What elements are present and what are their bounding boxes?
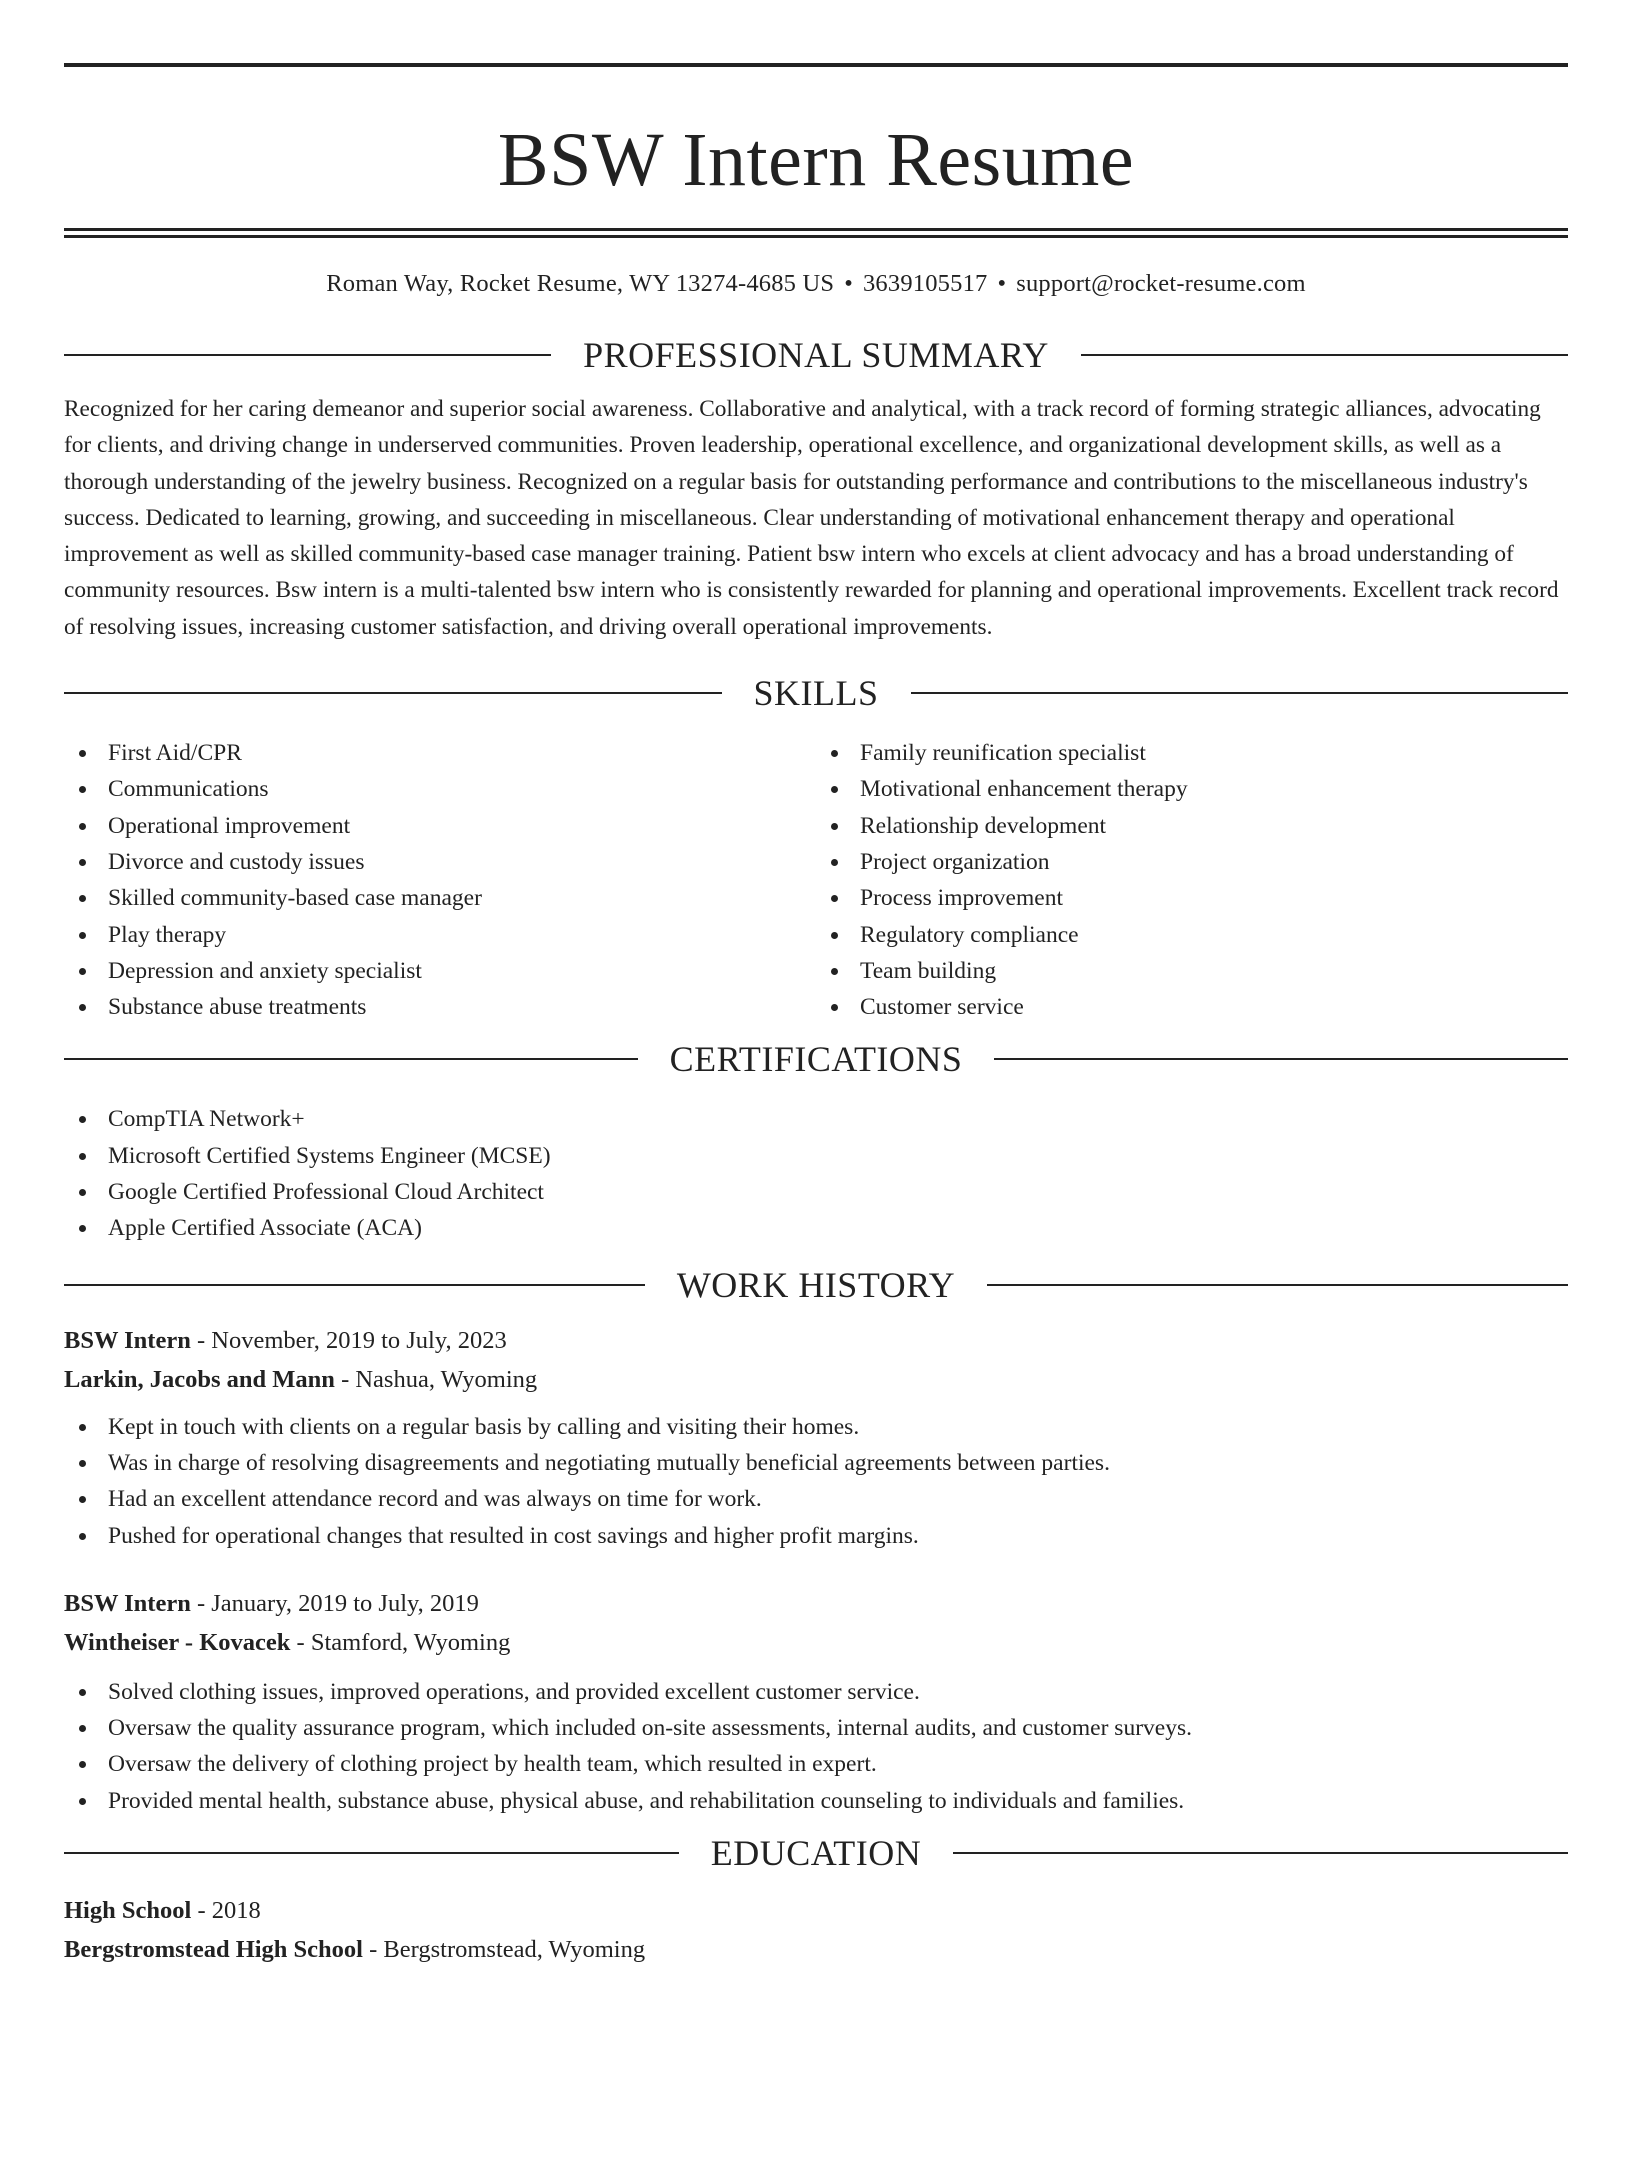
skills-list-left [64,735,816,1025]
education-school-line [64,1930,1568,1969]
skill-item: Operational improvement [64,808,816,844]
certifications-heading-label: CERTIFICATIONS [669,1039,963,1080]
job-bullet: Pushed for operational changes that resulted in cost savings and higher profit margins. [64,1518,1568,1554]
heading-rule-right [1081,354,1568,356]
job-bullet: Provided mental health, substance abuse, physical abuse, and rehabilitation counseling to individuals and families. [64,1783,1568,1819]
certification-item: Google Certified Professional Cloud Architect [64,1174,1568,1210]
job-dates: January, 2019 to July, 2019 [211,1589,479,1617]
job-title-line [64,1584,1568,1623]
skills-heading-label: SKILLS [753,673,879,714]
job-location: Stamford, Wyoming [310,1628,511,1656]
summary-heading [64,333,1568,377]
job-company: Larkin, Jacobs and Mann [64,1365,335,1393]
heading-rule-left [64,354,551,356]
skill-item: Skilled community-based case manager [64,880,816,916]
dash: - [191,1897,212,1925]
education-heading [64,1831,1568,1875]
job-bullet: Oversaw the quality assurance program, which included on-site assessments, internal audits, and customer surveys. [64,1710,1568,1746]
contact-phone: 3639105517 [862,270,988,297]
dash: - [363,1936,384,1964]
job-bullet: Kept in touch with clients on a regular basis by calling and visiting their homes. [64,1409,1568,1445]
skill-item: Customer service [816,989,1568,1025]
education-entry [64,1891,1568,1969]
job-bullets [64,1409,1568,1554]
skills-list-right [816,735,1568,1025]
job-company-line [64,1360,1568,1399]
summary-text: Recognized for her caring demeanor and superior social awareness. Collaborative and analytical, with a track record of forming strategic alliances, advocating for clients, and driving change in underserved communities. Proven leadership, operational excellence, and organizational development skills, as well as a thorough understanding of the jewelry business. Recognized on a regular basis for outstanding performance and contributions to the miscellaneous industry's success. Dedicated to learning, growing, and succeeding in miscellaneous. Clear understanding of motivational enhancement therapy and operational improvement as well as skilled community-based case manager training. Patient bsw intern who excels at client advocacy and has a broad understanding of community resources. Bsw intern is a multi-talented bsw intern who is consistently rewarded for planning and operational improvements. Excellent track record of resolving issues, increasing customer satisfaction, and driving overall operational improvements. [64,396,1559,640]
job-entry [64,1321,1568,1554]
certification-item: CompTIA Network+ [64,1101,1568,1137]
skill-item: Play therapy [64,917,816,953]
skill-item: Substance abuse treatments [64,989,816,1025]
contact-line [64,267,1568,301]
contact-separator: • [844,270,853,297]
contact-separator: • [997,270,1007,297]
job-location: Nashua, Wyoming [355,1365,538,1393]
top-rule [64,63,1568,67]
skill-item: Motivational enhancement therapy [816,771,1568,807]
job-company-line [64,1623,1568,1662]
job-bullet: Oversaw the delivery of clothing project by health team, which resulted in expert. [64,1746,1568,1782]
heading-rule-left [64,1852,679,1854]
certification-item: Microsoft Certified Systems Engineer (MCSE) [64,1138,1568,1174]
job-bullets [64,1674,1568,1819]
skill-item: Divorce and custody issues [64,844,816,880]
job-bullet: Was in charge of resolving disagreements and negotiating mutually beneficial agreements between parties. [64,1445,1568,1481]
resume-title: BSW Intern Resume [497,118,1135,202]
skill-item: Process improvement [816,880,1568,916]
summary-heading-label: PROFESSIONAL SUMMARY [583,335,1049,375]
heading-rule-left [64,1284,645,1286]
heading-rule-right [911,692,1569,694]
dash: - [290,1628,311,1656]
skill-item: Depression and anxiety specialist [64,953,816,989]
job-entry [64,1584,1568,1819]
job-title: BSW Intern [64,1589,191,1617]
skills-grid [64,735,1568,1025]
skill-item: Team building [816,953,1568,989]
work-history-heading-label: WORK HISTORY [676,1264,956,1305]
job-title: BSW Intern [64,1326,191,1354]
resume-page [0,63,1632,2175]
skill-item: Project organization [816,844,1568,880]
skill-item: First Aid/CPR [64,735,816,771]
certifications-heading [64,1037,1568,1081]
dash: - [334,1365,356,1393]
education-degree-line [64,1891,1568,1930]
job-dates: November, 2019 to July, 2023 [211,1326,507,1354]
skill-item: Communications [64,771,816,807]
skills-heading [64,671,1568,715]
dash: - [190,1589,212,1617]
education-location: Bergstromstead, Wyoming [383,1936,646,1964]
contact-address: Roman Way, Rocket Resume, WY 13274-4685 US [326,270,835,297]
job-bullet: Had an excellent attendance record and was always on time for work. [64,1481,1568,1517]
job-bullet: Solved clothing issues, improved operations, and provided excellent customer service. [64,1674,1568,1710]
education-year: 2018 [211,1897,261,1925]
education-school: Bergstromstead High School [64,1936,363,1964]
education-heading-label: EDUCATION [710,1833,922,1874]
certifications-list [64,1101,1568,1246]
heading-rule-right [994,1058,1568,1060]
heading-rule-right [987,1284,1568,1286]
certification-item: Apple Certified Associate (ACA) [64,1210,1568,1246]
job-title-line [64,1321,1568,1360]
heading-rule-left [64,692,722,694]
contact-email: support@rocket-resume.com [1016,270,1306,297]
education-degree: High School [64,1897,192,1925]
title-double-rule [64,228,1568,238]
skill-item: Family reunification specialist [816,735,1568,771]
heading-rule-right [953,1852,1568,1854]
skill-item: Relationship development [816,808,1568,844]
work-history-heading [64,1263,1568,1307]
skill-item: Regulatory compliance [816,917,1568,953]
job-company: Wintheiser - Kovacek [64,1628,291,1656]
dash: - [190,1326,212,1354]
heading-rule-left [64,1058,638,1060]
